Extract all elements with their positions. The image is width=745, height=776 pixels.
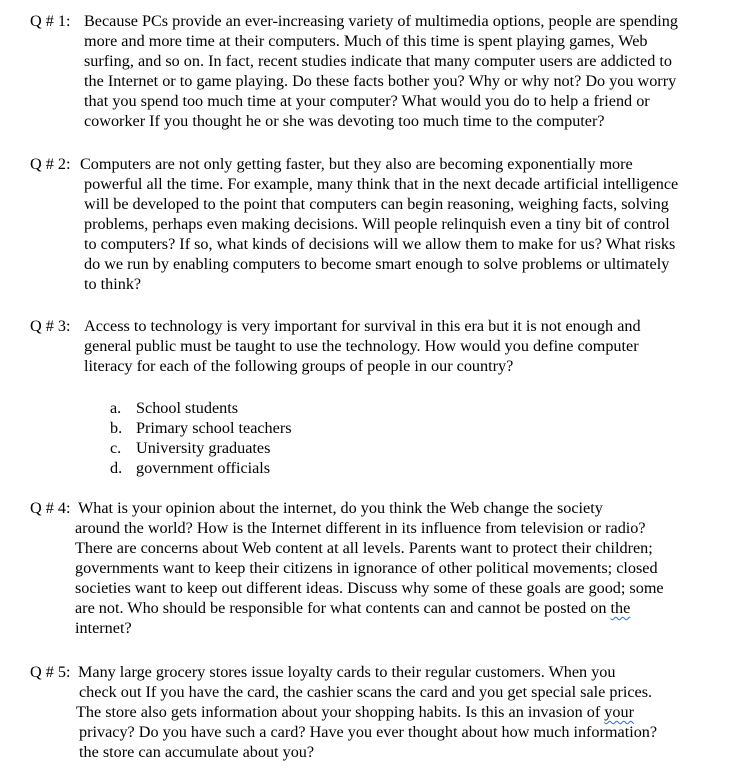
list-text: University graduates xyxy=(136,439,271,457)
question-text-line: powerful all the time. For example, many think that in the next decade artificial intelligence xyxy=(84,175,679,193)
question-text-line: the Internet or to game playing. Do these facts bother you? Why or why not? Do you worry xyxy=(84,72,677,90)
question-text-line-with-spellcheck xyxy=(75,598,630,618)
list-marker: c. xyxy=(110,439,122,457)
list-text: Primary school teachers xyxy=(136,419,292,437)
list-item xyxy=(110,418,292,438)
list-text: government officials xyxy=(136,459,271,477)
question-text-line: societies want to keep out different ideas. Discuss why some of these goals are good; some xyxy=(75,579,664,597)
spellcheck-underlined-word[interactable]: your xyxy=(604,703,634,721)
question-text-line: more and more time at their computers. Much of this time is spent playing games, Web xyxy=(84,32,648,50)
question-text-line: coworker If you thought he or she was devoting too much time to the computer? xyxy=(84,112,605,130)
list-marker: d. xyxy=(110,459,123,477)
list-item xyxy=(110,398,238,418)
question-text-line: literacy for each of the following groups of people in our country? xyxy=(84,357,514,375)
question-text: are not. Who should be responsible for what contents can and cannot be posted on xyxy=(75,599,611,617)
list-text: School students xyxy=(136,399,239,417)
list-item xyxy=(110,458,270,478)
spellcheck-underlined-word[interactable]: the xyxy=(610,599,631,617)
question-label: Q # 3: xyxy=(30,317,71,335)
question-label: Q # 1: xyxy=(30,12,71,30)
question-text-line: the store can accumulate about you? xyxy=(79,743,315,761)
question-text-line: internet? xyxy=(75,619,132,637)
question-text-line: that you spend too much time at your computer? What would you do to help a friend or xyxy=(84,92,650,110)
question-text-line: There are concerns about Web content at all levels. Parents want to protect their children; xyxy=(75,539,653,557)
question-text-line: check out If you have the card, the cashier scans the card and you get special sale prices. xyxy=(79,683,653,701)
question-text-line: around the world? How is the Internet different in its influence from television or radio? xyxy=(75,519,646,537)
question-text-line: What is your opinion about the internet, do you think the Web change the society xyxy=(78,499,603,517)
list-item xyxy=(110,438,270,458)
question-text-line: Many large grocery stores issue loyalty cards to their regular customers. When you xyxy=(78,663,616,681)
question-text-line: surfing, and so on. In fact, recent studies indicate that many computer users are addicted to xyxy=(84,52,672,70)
question-text-line: Because PCs provide an ever-increasing variety of multimedia options, people are spending xyxy=(84,12,678,30)
question-text-line: will be developed to the point that computers can begin reasoning, weighing facts, solving xyxy=(84,195,669,213)
question-label: Q # 4: xyxy=(30,499,71,517)
list-marker: a. xyxy=(110,399,122,417)
question-text-line: to computers? If so, what kinds of decisions will we allow them to make for us? What risks xyxy=(84,235,676,253)
question-text-line: Access to technology is very important for survival in this era but it is not enough and xyxy=(84,317,641,335)
question-text-line: governments want to keep their citizens in ignorance of other political movements; closed xyxy=(75,559,658,577)
question-label: Q # 2: xyxy=(30,155,71,173)
question-text-line: general public must be taught to use the technology. How would you define computer xyxy=(84,337,639,355)
question-text-line: to think? xyxy=(84,275,142,293)
question-text-line: Computers are not only getting faster, but they also are becoming exponentially more xyxy=(80,155,633,173)
question-text-line: problems, perhaps even making decisions. Will people relinquish even a tiny bit of control xyxy=(84,215,670,233)
question-text-line: do we run by enabling computers to become smart enough to solve problems or ultimately xyxy=(84,255,670,273)
question-text-line: privacy? Do you have such a card? Have you ever thought about how much information? xyxy=(79,723,658,741)
question-text: The store also gets information about your shopping habits. Is this an invasion of xyxy=(76,703,605,721)
question-label: Q # 5: xyxy=(30,663,71,681)
question-text-line-with-spellcheck xyxy=(76,702,634,722)
list-marker: b. xyxy=(110,419,123,437)
